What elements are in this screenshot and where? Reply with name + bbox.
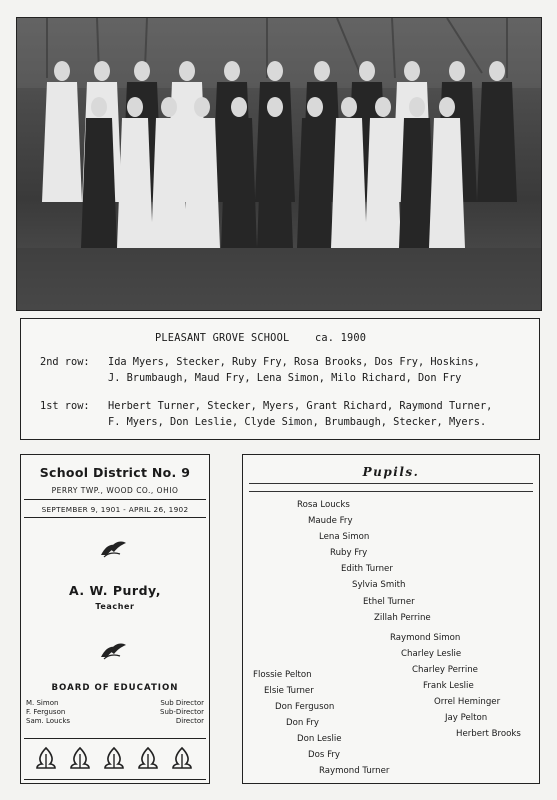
board-member-role: Sub Director [160, 699, 204, 707]
pupil-name: Don Leslie [297, 734, 342, 744]
class-photo [16, 17, 542, 311]
person-head [224, 61, 240, 81]
person-head [231, 97, 247, 117]
pupil-name: Edith Turner [341, 564, 393, 574]
card-divider [24, 517, 206, 518]
pupil-name: Flossie Pelton [253, 670, 312, 680]
pupil-name: Dos Fry [308, 750, 341, 760]
pupil-name: Ethel Turner [363, 597, 415, 607]
person-head [91, 97, 107, 117]
fleur-ornament-icon [34, 746, 58, 772]
ornament-border [24, 738, 206, 780]
board-member-name: F. Ferguson [26, 708, 66, 716]
floral-ornament-icon [98, 641, 128, 661]
person-head [267, 61, 283, 81]
pupil-name: Don Ferguson [275, 702, 335, 712]
fleur-ornament-icon [170, 746, 194, 772]
fleur-ornament-icon [102, 746, 126, 772]
person-head [489, 61, 505, 81]
person-head [267, 97, 283, 117]
person-head [194, 97, 210, 117]
person-body [117, 118, 153, 248]
person-body [184, 118, 220, 248]
board-member-name: M. Simon [26, 699, 59, 707]
first-row-label: 1st row: [40, 400, 90, 412]
person-head [409, 97, 425, 117]
second-row-label: 2nd row: [40, 356, 90, 368]
photo-caption [20, 318, 540, 440]
pupil-name: Zillah Perrine [374, 613, 431, 623]
person-body [429, 118, 465, 248]
teacher-name: A. W. Purdy, [69, 583, 161, 598]
first-row-names-line1: Herbert Turner, Stecker, Myers, Grant Richard, Raymond Turner, [108, 400, 493, 412]
second-row-names-line2: J. Brumbaugh, Maud Fry, Lena Simon, Milo Richard, Don Fry [108, 372, 462, 384]
caption-title: PLEASANT GROVE SCHOOL ca. 1900 [155, 332, 367, 344]
pupil-name: Charley Perrine [412, 665, 478, 675]
person-head [94, 61, 110, 81]
person-body [477, 82, 517, 202]
person-body [399, 118, 435, 248]
pupil-name: Raymond Turner [319, 766, 390, 776]
fleur-ornament-icon [68, 746, 92, 772]
teacher-role: Teacher [95, 602, 135, 611]
board-member-name: Sam. Loucks [26, 717, 71, 725]
pupil-name: Herbert Brooks [456, 729, 521, 739]
pupil-name: Orrel Heminger [434, 697, 501, 707]
ground-area [17, 248, 541, 310]
person-head [359, 61, 375, 81]
person-head [375, 97, 391, 117]
school-souvenir-card [20, 454, 210, 784]
person-head [449, 61, 465, 81]
fleur-ornament-icon [136, 746, 160, 772]
pupils-list-panel [242, 454, 540, 784]
pupil-name: Elsie Turner [264, 686, 314, 696]
pupil-name: Jay Pelton [445, 713, 488, 723]
second-row-names-line1: Ida Myers, Stecker, Ruby Fry, Rosa Brooks, Dos Fry, Hoskins, [108, 356, 480, 368]
pupil-name: Rosa Loucks [297, 500, 350, 510]
person-head [307, 97, 323, 117]
person-head [54, 61, 70, 81]
school-term-dates: SEPTEMBER 9, 1901 - APRIL 26, 1902 [41, 505, 189, 514]
pupil-name: Raymond Simon [390, 633, 461, 643]
first-row-names-line2: F. Myers, Don Leslie, Clyde Simon, Brumbaugh, Stecker, Myers. [108, 416, 487, 428]
pupil-name: Ruby Fry [330, 548, 368, 558]
person-head [341, 97, 357, 117]
board-of-education-title: BOARD OF EDUCATION [51, 683, 179, 693]
pupil-name: Sylvia Smith [352, 580, 406, 590]
person-body [81, 118, 117, 248]
person-head [127, 97, 143, 117]
person-head [404, 61, 420, 81]
person-head [134, 61, 150, 81]
person-body [297, 118, 333, 248]
card-divider [24, 499, 206, 500]
person-head [179, 61, 195, 81]
township-line: PERRY TWP., WOOD CO., OHIO [51, 486, 179, 495]
pupil-name: Charley Leslie [401, 649, 462, 659]
person-body [42, 82, 82, 202]
person-body [221, 118, 257, 248]
pupil-name: Lena Simon [319, 532, 370, 542]
pupil-name: Maude Fry [308, 516, 353, 526]
board-member-role: Sub-Director [160, 708, 204, 716]
person-head [314, 61, 330, 81]
district-title: School District No. 9 [39, 465, 191, 480]
person-head [439, 97, 455, 117]
person-body [257, 118, 293, 248]
person-body [365, 118, 401, 248]
pupils-divider [249, 483, 533, 484]
board-member-role: Director [175, 717, 204, 725]
person-body [151, 118, 187, 248]
person-head [161, 97, 177, 117]
front-row-figures [81, 97, 465, 248]
person-body [331, 118, 367, 248]
floral-ornament-icon [98, 539, 128, 559]
pupil-name: Don Fry [286, 718, 319, 728]
pupils-title: Pupils. [362, 465, 420, 479]
pupils-divider [249, 491, 533, 492]
pupil-name: Frank Leslie [423, 681, 474, 691]
class-photo-illustration [17, 18, 541, 310]
